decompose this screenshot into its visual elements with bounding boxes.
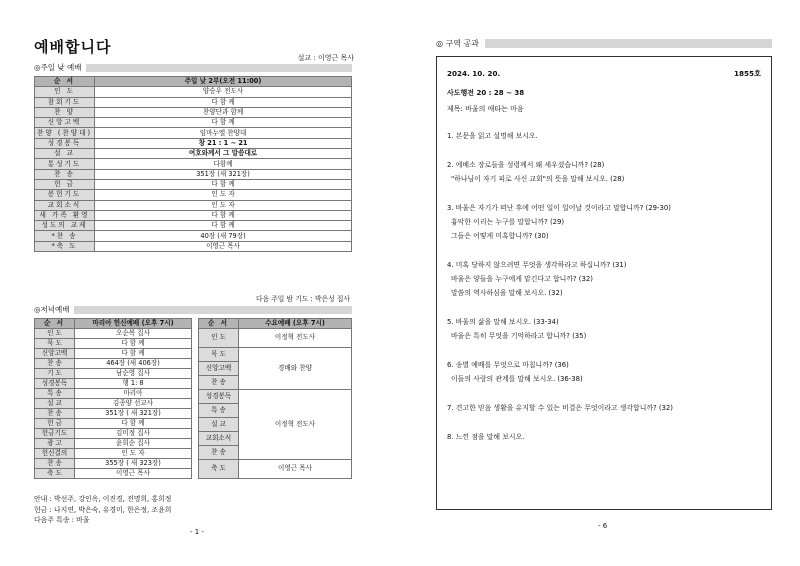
question-text: 1. 본문을 읽고 설명해 보시오. — [447, 132, 538, 140]
column-header-order: 순 서 — [35, 319, 75, 329]
section-bar — [86, 64, 352, 72]
order-value: 찬양단과 함께 — [95, 107, 352, 117]
table-row — [35, 349, 192, 359]
order-value: 464장 (새 406장) — [75, 359, 192, 369]
column-header-order: 순 서 — [199, 319, 239, 329]
table-row — [199, 459, 352, 478]
question-text: 7. 견고한 믿음 생활을 유지할 수 있는 비결은 무엇이라고 생각합니까? (32) — [447, 404, 673, 412]
question-item — [447, 358, 761, 386]
table-row — [35, 399, 192, 409]
table-row — [35, 359, 192, 369]
order-value: 다 함 께 — [95, 210, 352, 220]
morning-service-header — [34, 62, 352, 73]
table-row — [35, 87, 352, 97]
table-header-row — [35, 77, 352, 87]
question-item — [447, 258, 761, 300]
order-value: 351장 ( 새 321장) — [75, 409, 192, 419]
sub-question-text: 바울은 특히 무엇을 기억하라고 합니까? (35) — [451, 332, 587, 340]
order-label: 교회소식 — [199, 431, 239, 445]
table-row — [35, 449, 192, 459]
order-value: 인 도 자 — [75, 449, 192, 459]
table-row — [35, 339, 192, 349]
order-value: 다 함 께 — [95, 97, 352, 107]
lesson-topline — [447, 69, 761, 79]
table-row — [199, 389, 352, 403]
order-label: 찬 양 — [35, 107, 95, 117]
table-row — [35, 469, 192, 479]
order-value: 351장 (새 321장) — [95, 169, 352, 179]
lesson-subject: 제목: 바울의 애타는 마음 — [447, 105, 524, 113]
column-header-service: 수요예배 (오후 7시) — [239, 319, 352, 329]
question-item — [447, 401, 761, 415]
order-value: 오순복 집사 — [75, 329, 192, 339]
lesson-date: 2024. 10. 20. — [447, 69, 501, 78]
question-text: 6. 송별 예배를 무엇으로 마칩니까? (36) — [447, 361, 569, 369]
order-value: 행 1: 8 — [75, 379, 192, 389]
order-value: 마리아 — [75, 389, 192, 399]
order-label: 신앙고백 — [35, 349, 75, 359]
evening-service-header — [34, 304, 352, 315]
special-song-note: 다음주 특송 : 바울 — [34, 516, 90, 524]
order-label: 신앙고백 — [35, 118, 95, 128]
order-value: 윤희순 집사 — [75, 439, 192, 449]
table-row — [35, 190, 352, 200]
next-week-prayer: 다음 주일 밤 기도 : 박은성 집사 — [255, 295, 350, 303]
order-label: 설 교 — [35, 399, 75, 409]
order-value: 다 함 께 — [95, 179, 352, 189]
order-value: 창 21 : 1 ~ 21 — [95, 138, 352, 148]
table-row — [35, 149, 352, 159]
order-label: 축 도 — [35, 469, 75, 479]
order-value: 다 함 께 — [75, 419, 192, 429]
question-item — [447, 315, 761, 343]
order-label: 인 도 — [35, 329, 75, 339]
order-label: *찬 송 — [35, 231, 95, 241]
question-text: 8. 느낀 점을 말해 보시오. — [447, 433, 525, 441]
order-value: 355장 ( 새 323장) — [75, 459, 192, 469]
question-item — [447, 158, 761, 186]
order-label: 묵 도 — [199, 347, 239, 361]
order-label: 통성기도 — [35, 159, 95, 169]
issue-number: 1855호 — [734, 69, 761, 78]
order-label: 헌 금 — [35, 179, 95, 189]
sub-question-text: "하나님이 자기 피로 사신 교회"의 뜻을 말해 보시오. (28) — [451, 175, 625, 183]
column-header-order: 순 서 — [35, 77, 95, 87]
order-label: 새 가족 환영 — [35, 210, 95, 220]
table-row — [35, 97, 352, 107]
order-value: 이정혁 전도사 — [239, 329, 352, 348]
table-row — [35, 419, 192, 429]
sub-question-text: 말씀의 역사하심을 말해 보시오. (32) — [451, 289, 563, 297]
table-row — [35, 369, 192, 379]
section-bar — [74, 306, 352, 314]
section-bar — [485, 39, 772, 48]
table-row — [35, 241, 352, 251]
table-row — [35, 429, 192, 439]
order-value: 40장 (새 79장) — [95, 231, 352, 241]
lesson-box — [436, 56, 772, 510]
cell-lesson-header — [436, 38, 772, 49]
order-label: 설 교 — [35, 149, 95, 159]
table-row — [35, 138, 352, 148]
order-value: 김미정 집사 — [75, 429, 192, 439]
page-title: 예배합니다 — [34, 38, 112, 56]
table-row — [35, 439, 192, 449]
order-value: 양승우 전도사 — [95, 87, 352, 97]
order-value: 인 도 자 — [95, 200, 352, 210]
offering-note: 헌금 : 나지연, 박은숙, 유경미, 한은정, 조윤희 — [34, 505, 172, 514]
sub-question-text: 이들의 사랑의 관계를 말해 보시오. (36-38) — [451, 375, 583, 383]
sub-question-text: 그들은 어떻게 미혹합니까? (30) — [451, 232, 549, 240]
question-item — [447, 201, 761, 243]
morning-service-label: ◎주일 낮 예배 — [34, 62, 86, 73]
order-label: 헌 금 — [35, 419, 75, 429]
order-label: 성경봉독 — [35, 379, 75, 389]
table-row — [35, 179, 352, 189]
evening-service-label: ◎저녁예배 — [34, 304, 74, 315]
order-label: 성도의 교제 — [35, 221, 95, 231]
order-value: 다 함 께 — [95, 118, 352, 128]
question-text: 5. 바울의 삶을 말해 보시오. (33-34) — [447, 318, 559, 326]
order-label: 특 송 — [35, 389, 75, 399]
table-row — [35, 159, 352, 169]
column-header-service: 주일 낮 2부(오전 11:00) — [95, 77, 352, 87]
order-value: 다 함 께 — [95, 221, 352, 231]
order-value: 다 함 께 — [75, 349, 192, 359]
sub-question-text: 바울은 양들을 누구에게 맡긴다고 합니까? (32) — [451, 275, 593, 283]
table-row — [35, 329, 192, 339]
usher-note: 안내 : 박선주, 강인옥, 이진경, 전명희, 홍희정 — [34, 495, 172, 503]
table-row — [35, 409, 192, 419]
order-label: 찬양 (찬양대) — [35, 128, 95, 138]
sub-question-text: 흉악한 이리는 누구를 말합니까? (29) — [451, 218, 565, 226]
right-page — [400, 0, 800, 566]
table-row — [35, 210, 352, 220]
order-value: 임마누엘 찬양대 — [95, 128, 352, 138]
order-label: *축 도 — [35, 241, 95, 251]
order-label: 찬 송 — [199, 445, 239, 459]
table-row — [35, 379, 192, 389]
cell-lesson-label: ◎ 구역 공과 — [436, 39, 479, 48]
table-row — [199, 329, 352, 348]
order-label: 인 도 — [35, 87, 95, 97]
order-value: 다 함 께 — [75, 339, 192, 349]
page-number: - 6 — [598, 522, 608, 530]
order-label: 신앙고백 — [199, 361, 239, 375]
table-header-row — [199, 319, 352, 329]
order-value: 이영근 목사 — [75, 469, 192, 479]
order-label: 인 도 — [199, 329, 239, 348]
order-label: 찬 송 — [35, 409, 75, 419]
order-value: 이정혁 전도사 — [239, 389, 352, 459]
order-value: 여호와께서 그 말씀대로 — [95, 149, 352, 159]
order-label: 찬 송 — [35, 459, 75, 469]
table-row — [35, 221, 352, 231]
lesson-scripture: 사도행전 20 : 28 ~ 38 — [447, 89, 525, 97]
evening-dedication-table — [34, 318, 192, 479]
order-label: 광 고 — [35, 439, 75, 449]
order-label: 헌금기도 — [35, 429, 75, 439]
table-row — [35, 200, 352, 210]
morning-service-table — [34, 76, 352, 252]
order-value: 이영근 목사 — [95, 241, 352, 251]
order-label: 참회기도 — [35, 97, 95, 107]
order-value: 남순영 집사 — [75, 369, 192, 379]
question-list — [447, 129, 761, 444]
question-text: 4. 미혹 당하지 않으려면 무엇을 생각하라고 하십니까? (31) — [447, 261, 627, 269]
table-row — [35, 118, 352, 128]
order-label: 찬 송 — [35, 169, 95, 179]
preacher-label: 설교 : 이영근 목사 — [297, 54, 354, 62]
table-header-row — [35, 319, 192, 329]
order-label: 찬 송 — [199, 375, 239, 389]
table-row — [35, 459, 192, 469]
table-row — [35, 169, 352, 179]
question-text: 2. 에베소 장로들을 성령께서 왜 세우셨습니까? (28) — [447, 161, 605, 169]
table-row — [35, 389, 192, 399]
order-label: 성경봉독 — [199, 389, 239, 403]
order-label: 묵 도 — [35, 339, 75, 349]
order-label: 성경봉독 — [35, 138, 95, 148]
order-value: 다함께 — [95, 159, 352, 169]
question-item — [447, 430, 761, 444]
order-value: 김종양 선교사 — [75, 399, 192, 409]
table-row — [35, 231, 352, 241]
order-label: 교회소식 — [35, 200, 95, 210]
order-label: 기 도 — [35, 369, 75, 379]
table-row — [35, 128, 352, 138]
table-row — [35, 107, 352, 117]
question-item — [447, 129, 761, 143]
page-number: - 1 - — [190, 528, 204, 536]
order-value: 경배와 찬양 — [239, 347, 352, 389]
order-label: 봉헌기도 — [35, 190, 95, 200]
service-notes — [34, 494, 171, 526]
order-label: 축 도 — [199, 459, 239, 478]
order-label: 찬 송 — [35, 359, 75, 369]
question-text: 3. 바울은 자기가 떠난 후에 어떤 일이 일어날 것이라고 말합니까? (29-30) — [447, 204, 671, 212]
order-value: 이영근 목사 — [239, 459, 352, 478]
table-row — [199, 347, 352, 361]
wednesday-service-table — [198, 318, 352, 479]
column-header-service: 마리아 헌신예배 (오후 7시) — [75, 319, 192, 329]
order-value: 인 도 자 — [95, 190, 352, 200]
order-label: 특 송 — [199, 403, 239, 417]
order-label: 설 교 — [199, 417, 239, 431]
order-label: 헌신결의 — [35, 449, 75, 459]
